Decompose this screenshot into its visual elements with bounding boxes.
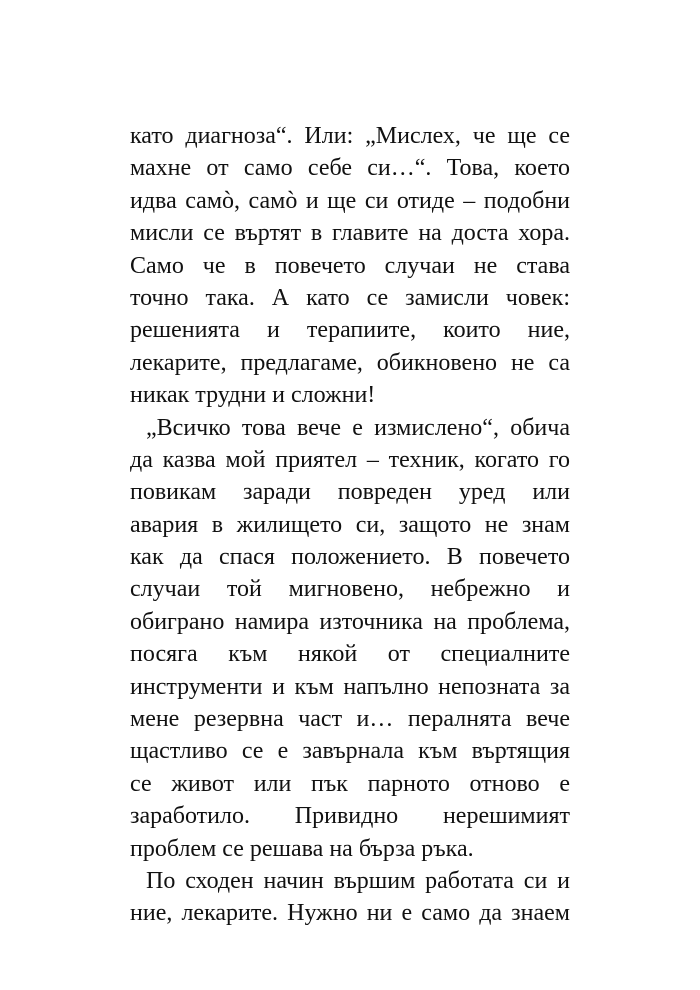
text-line: инструменти и към напълно непозната за (130, 673, 570, 700)
paragraph-1 (130, 120, 570, 412)
text-line: проблем се решава на бърза ръка. (130, 835, 474, 862)
text-line: решенията и терапиите, които ние, (130, 317, 570, 344)
book-page (130, 120, 570, 930)
text-line: мене резервна част и… пералнята вече (130, 706, 570, 733)
text-line: ние, лекарите. Нужно ни е само да знаем (130, 900, 570, 927)
text-line: как да спася положението. В повечето (130, 544, 570, 571)
text-line: По сходен начин вършим работата си и (146, 867, 570, 894)
text-line: се живот или пък парното отново е (130, 770, 570, 797)
text-line: като диагноза“. Или: „Мислех, че ще се (130, 123, 570, 149)
text-line: случаи той мигновено, небрежно и (130, 576, 570, 603)
text-line: повикам заради повреден уред или (130, 479, 570, 506)
text-line: обиграно намира източника на проблема, (130, 608, 570, 635)
text-line: точно така. А като се замисли човек: (130, 284, 570, 311)
text-line: щастливо се е завърнала към въртящия (130, 738, 570, 765)
text-line: заработило. Привидно нерешимият (130, 803, 570, 830)
text-line: никак трудни и сложни! (130, 382, 376, 409)
text-line: идва самò, самò и ще си отиде – подобни (130, 187, 570, 214)
paragraph-2 (130, 412, 570, 865)
text-line: махне от само себе си…“. Това, което (130, 155, 570, 182)
text-line: „Всичко това вече е измислено“, обича (146, 414, 570, 441)
text-line: мисли се въртят в главите на доста хора. (130, 220, 570, 247)
text-line: посяга към някой от специалните (130, 641, 570, 668)
text-line: да казва мой приятел – техник, когато го (130, 446, 570, 473)
text-line: авария в жилището си, защото не знам (130, 511, 570, 538)
paragraph-3 (130, 865, 570, 930)
text-line: Само че в повечето случаи не става (130, 252, 570, 279)
text-line: лекарите, предлагаме, обикновено не са (130, 349, 570, 376)
